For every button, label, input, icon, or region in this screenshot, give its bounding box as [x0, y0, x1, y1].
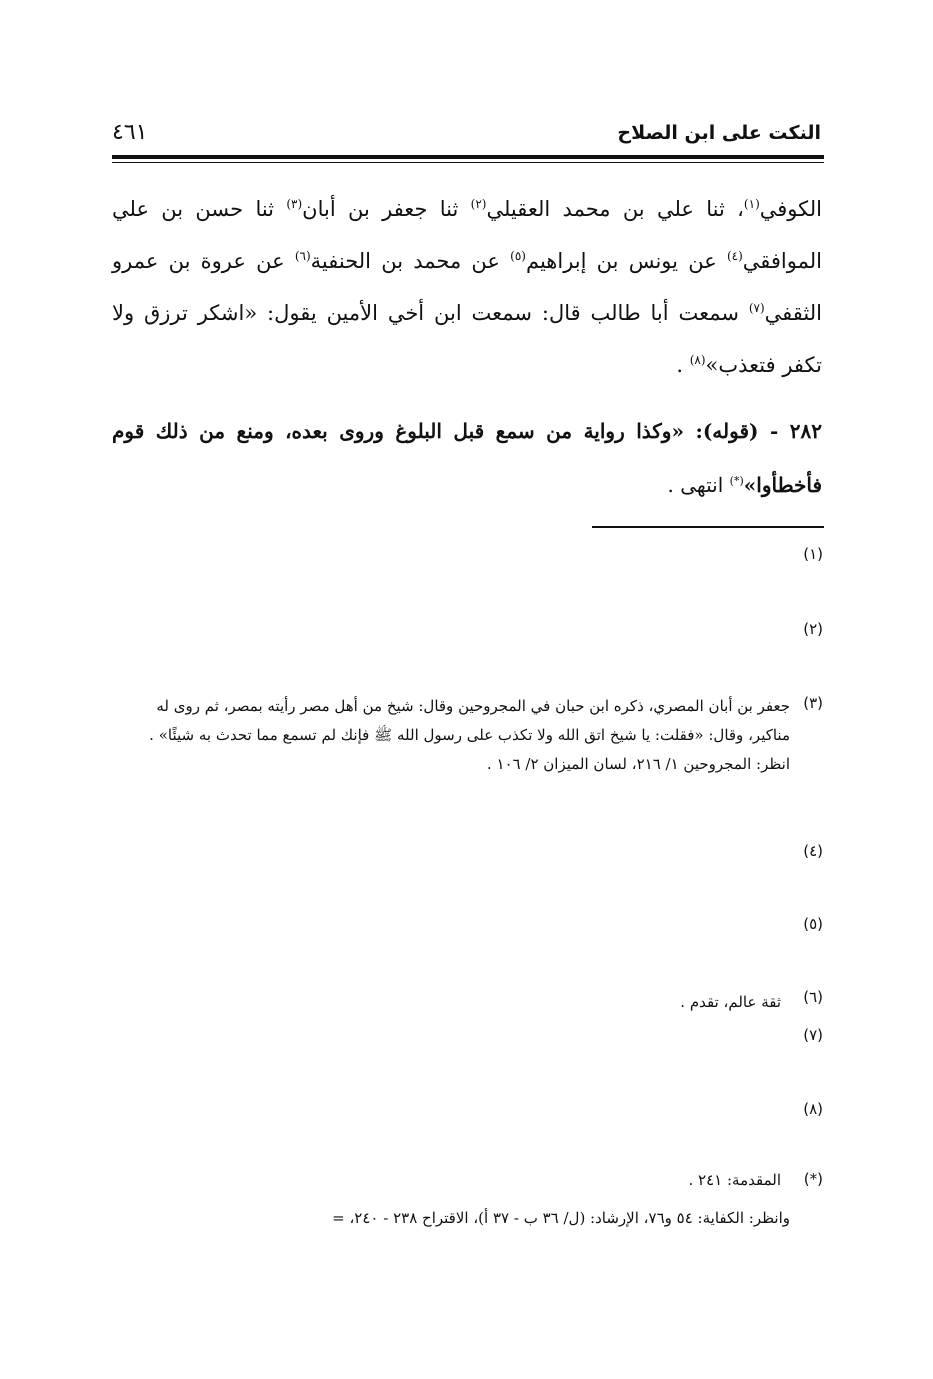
footnote-7-number: (٧)	[803, 1026, 823, 1044]
footnote-ref-6: (٦)	[294, 249, 311, 263]
footnote-8-number: (٨)	[803, 1100, 823, 1118]
footnote-6-number: (٦)	[803, 988, 823, 1006]
footnote-2-number: (٢)	[803, 620, 823, 638]
header-rule-thin	[112, 162, 824, 163]
running-header-title: النكت على ابن الصلاح	[617, 122, 821, 144]
footnote-separator	[592, 526, 824, 528]
footnote-ref-star: (*)	[729, 474, 744, 488]
footnote-3-text	[112, 692, 790, 779]
footnote-ref-1: (١)	[743, 197, 760, 211]
footnote-ref-3: (٣)	[286, 197, 303, 211]
footnote-4-number: (٤)	[803, 842, 823, 860]
footnote-3-reference: انظر: المجروحين ١/ ٢١٦، لسان الميزان ٢/ ١٠٦ .	[486, 755, 790, 773]
footnote-star-text: المقدمة: ٢٤١ .	[688, 1171, 781, 1189]
main-paragraph: الكوفي$^{(١)}$، ثنا علي بن محمد العقيلي$^{(٢)}$ ثنا جعفر بن أبان$^{(٣)}$ ثنا حسن بن علي الموافقي$^{(٤)}$ عن يونس بن إبراهيم$^{(٥)}$ عن محمد بن الحنفية$^{(٦)}$ عن عروة بن عمرو الثقفي$^{(٧)}$ سمعت أبا طالب قال: سمعت ابن أخي الأمين يقول: «اشكر ترزق ولا تكفر فتعذب»$^{(٨)}$ .	[112, 197, 822, 377]
footnote-ref-5: (٥)	[510, 249, 526, 263]
footnote-3-number: (٣)	[803, 694, 823, 712]
entry-282-paragraph: ٢٨٢ - (قوله): «وكذا رواية من سمع قبل البلوغ وروى بعده، ومنع من ذلك قوم فأخطأوا»(*) انتهى .	[112, 419, 822, 497]
footnote-1-number: (١)	[803, 545, 823, 563]
footnote-star-number: (*)	[803, 1170, 823, 1188]
footnote-ref-8: (٨)	[689, 353, 706, 367]
footnote-3-body: جعفر بن أبان المصري، ذكره ابن حبان في المجروحين وقال: شيخ من أهل مصر رأيته بمصر، ثم روى له مناكير، وقال: «فقلت: يا شيخ اتق الله ولا تكذب على رسول الله ﷺ فإنك لم تسمع مما تحدث به شيئًا» .	[149, 697, 790, 744]
footnote-ref-2: (٢)	[470, 197, 487, 211]
header-rule-thick	[112, 155, 824, 159]
footnote-star-continuation: وانظر: الكفاية: ٥٤ و٧٦، الإرشاد: (ل/ ٣٦ ب - ٣٧ أ)، الاقتراح ٢٣٨ - ٢٤٠، =	[332, 1209, 790, 1227]
footnote-5-number: (٥)	[803, 915, 823, 933]
page-number: ٤٦١	[112, 120, 148, 145]
footnote-ref-7: (٧)	[748, 301, 765, 315]
footnote-ref-4: (٤)	[726, 249, 743, 263]
footnote-6-text: ثقة عالم، تقدم .	[680, 993, 781, 1011]
